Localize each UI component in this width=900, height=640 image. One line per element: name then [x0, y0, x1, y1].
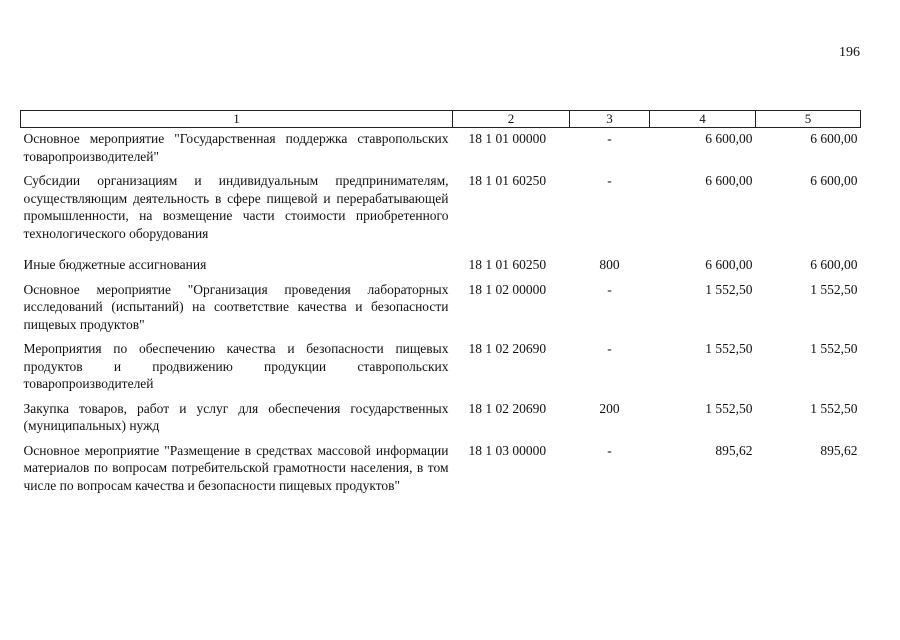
row-code: 18 1 03 00000 — [468, 442, 547, 458]
row-code: 18 1 01 60250 — [468, 173, 547, 188]
header-col-1: 1 — [21, 111, 453, 128]
table-row — [21, 440, 861, 500]
row-vr: 800 — [599, 257, 620, 272]
row-vr: - — [607, 442, 612, 458]
header-col-4: 4 — [650, 111, 756, 128]
header-col-3: 3 — [570, 111, 650, 128]
row-amount-1: 6 600,00 — [705, 131, 753, 146]
row-code: 18 1 01 60250 — [468, 257, 547, 272]
row-name: Субсидии организациям и индивидуальным предпринимателям, осуществляющим деятельность в сфере пищевой и перерабатывающей промышленности, на возмещение части стоимости приобретенного технологического оборудования — [23, 173, 449, 241]
row-amount-2: 1 552,50 — [810, 341, 858, 356]
header-col-5: 5 — [756, 111, 861, 128]
row-name: Иные бюджетные ассигнования — [23, 257, 207, 272]
row-vr: - — [607, 131, 612, 146]
table-row — [21, 128, 861, 171]
table-row — [21, 279, 861, 339]
budget-table — [20, 110, 861, 499]
row-amount-1: 1 552,50 — [705, 281, 753, 297]
page-number: 196 — [839, 45, 860, 60]
row-amount-2: 1 552,50 — [810, 281, 858, 297]
row-amount-1: 6 600,00 — [705, 257, 753, 272]
row-amount-1: 895,62 — [715, 442, 753, 458]
row-code: 18 1 01 00000 — [468, 131, 547, 146]
row-amount-1: 1 552,50 — [705, 341, 753, 356]
row-vr: - — [607, 341, 612, 356]
row-vr: - — [607, 281, 612, 297]
row-amount-1: 1 552,50 — [705, 400, 753, 416]
row-vr: - — [607, 173, 612, 188]
row-amount-2: 6 600,00 — [810, 257, 858, 272]
row-amount-2: 6 600,00 — [810, 131, 858, 146]
row-name: Основное мероприятие "Размещение в средствах массовой информации материалов по вопросам потребительской грамотности населения, в том числе по вопросам качества и безопасности пищевых продуктов" — [23, 442, 449, 493]
row-amount-2: 1 552,50 — [810, 400, 858, 416]
table-row — [21, 170, 861, 247]
header-col-2: 2 — [453, 111, 570, 128]
row-code: 18 1 02 20690 — [468, 341, 547, 356]
table-row — [21, 338, 861, 398]
row-code: 18 1 02 20690 — [468, 400, 547, 416]
table-row — [21, 398, 861, 440]
row-code: 18 1 02 00000 — [468, 281, 547, 297]
row-name: Основное мероприятие "Организация проведения лабораторных исследований (испытаний) на соответствие качества и безопасности пищевых продуктов" — [23, 281, 449, 332]
row-amount-1: 6 600,00 — [705, 173, 753, 188]
row-vr: 200 — [599, 400, 620, 416]
table-row — [21, 247, 861, 279]
row-name: Закупка товаров, работ и услуг для обеспечения государственных (муниципальных) нужд — [23, 400, 449, 433]
row-amount-2: 6 600,00 — [810, 173, 858, 188]
table-header-row — [21, 111, 861, 128]
row-name: Мероприятия по обеспечению качества и безопасности пищевых продуктов и продвижению продукции ставропольских товаропроизводителей — [23, 341, 449, 391]
row-amount-2: 895,62 — [820, 442, 858, 458]
row-name: Основное мероприятие "Государственная поддержка ставропольских товаропроизводителей" — [23, 131, 449, 164]
